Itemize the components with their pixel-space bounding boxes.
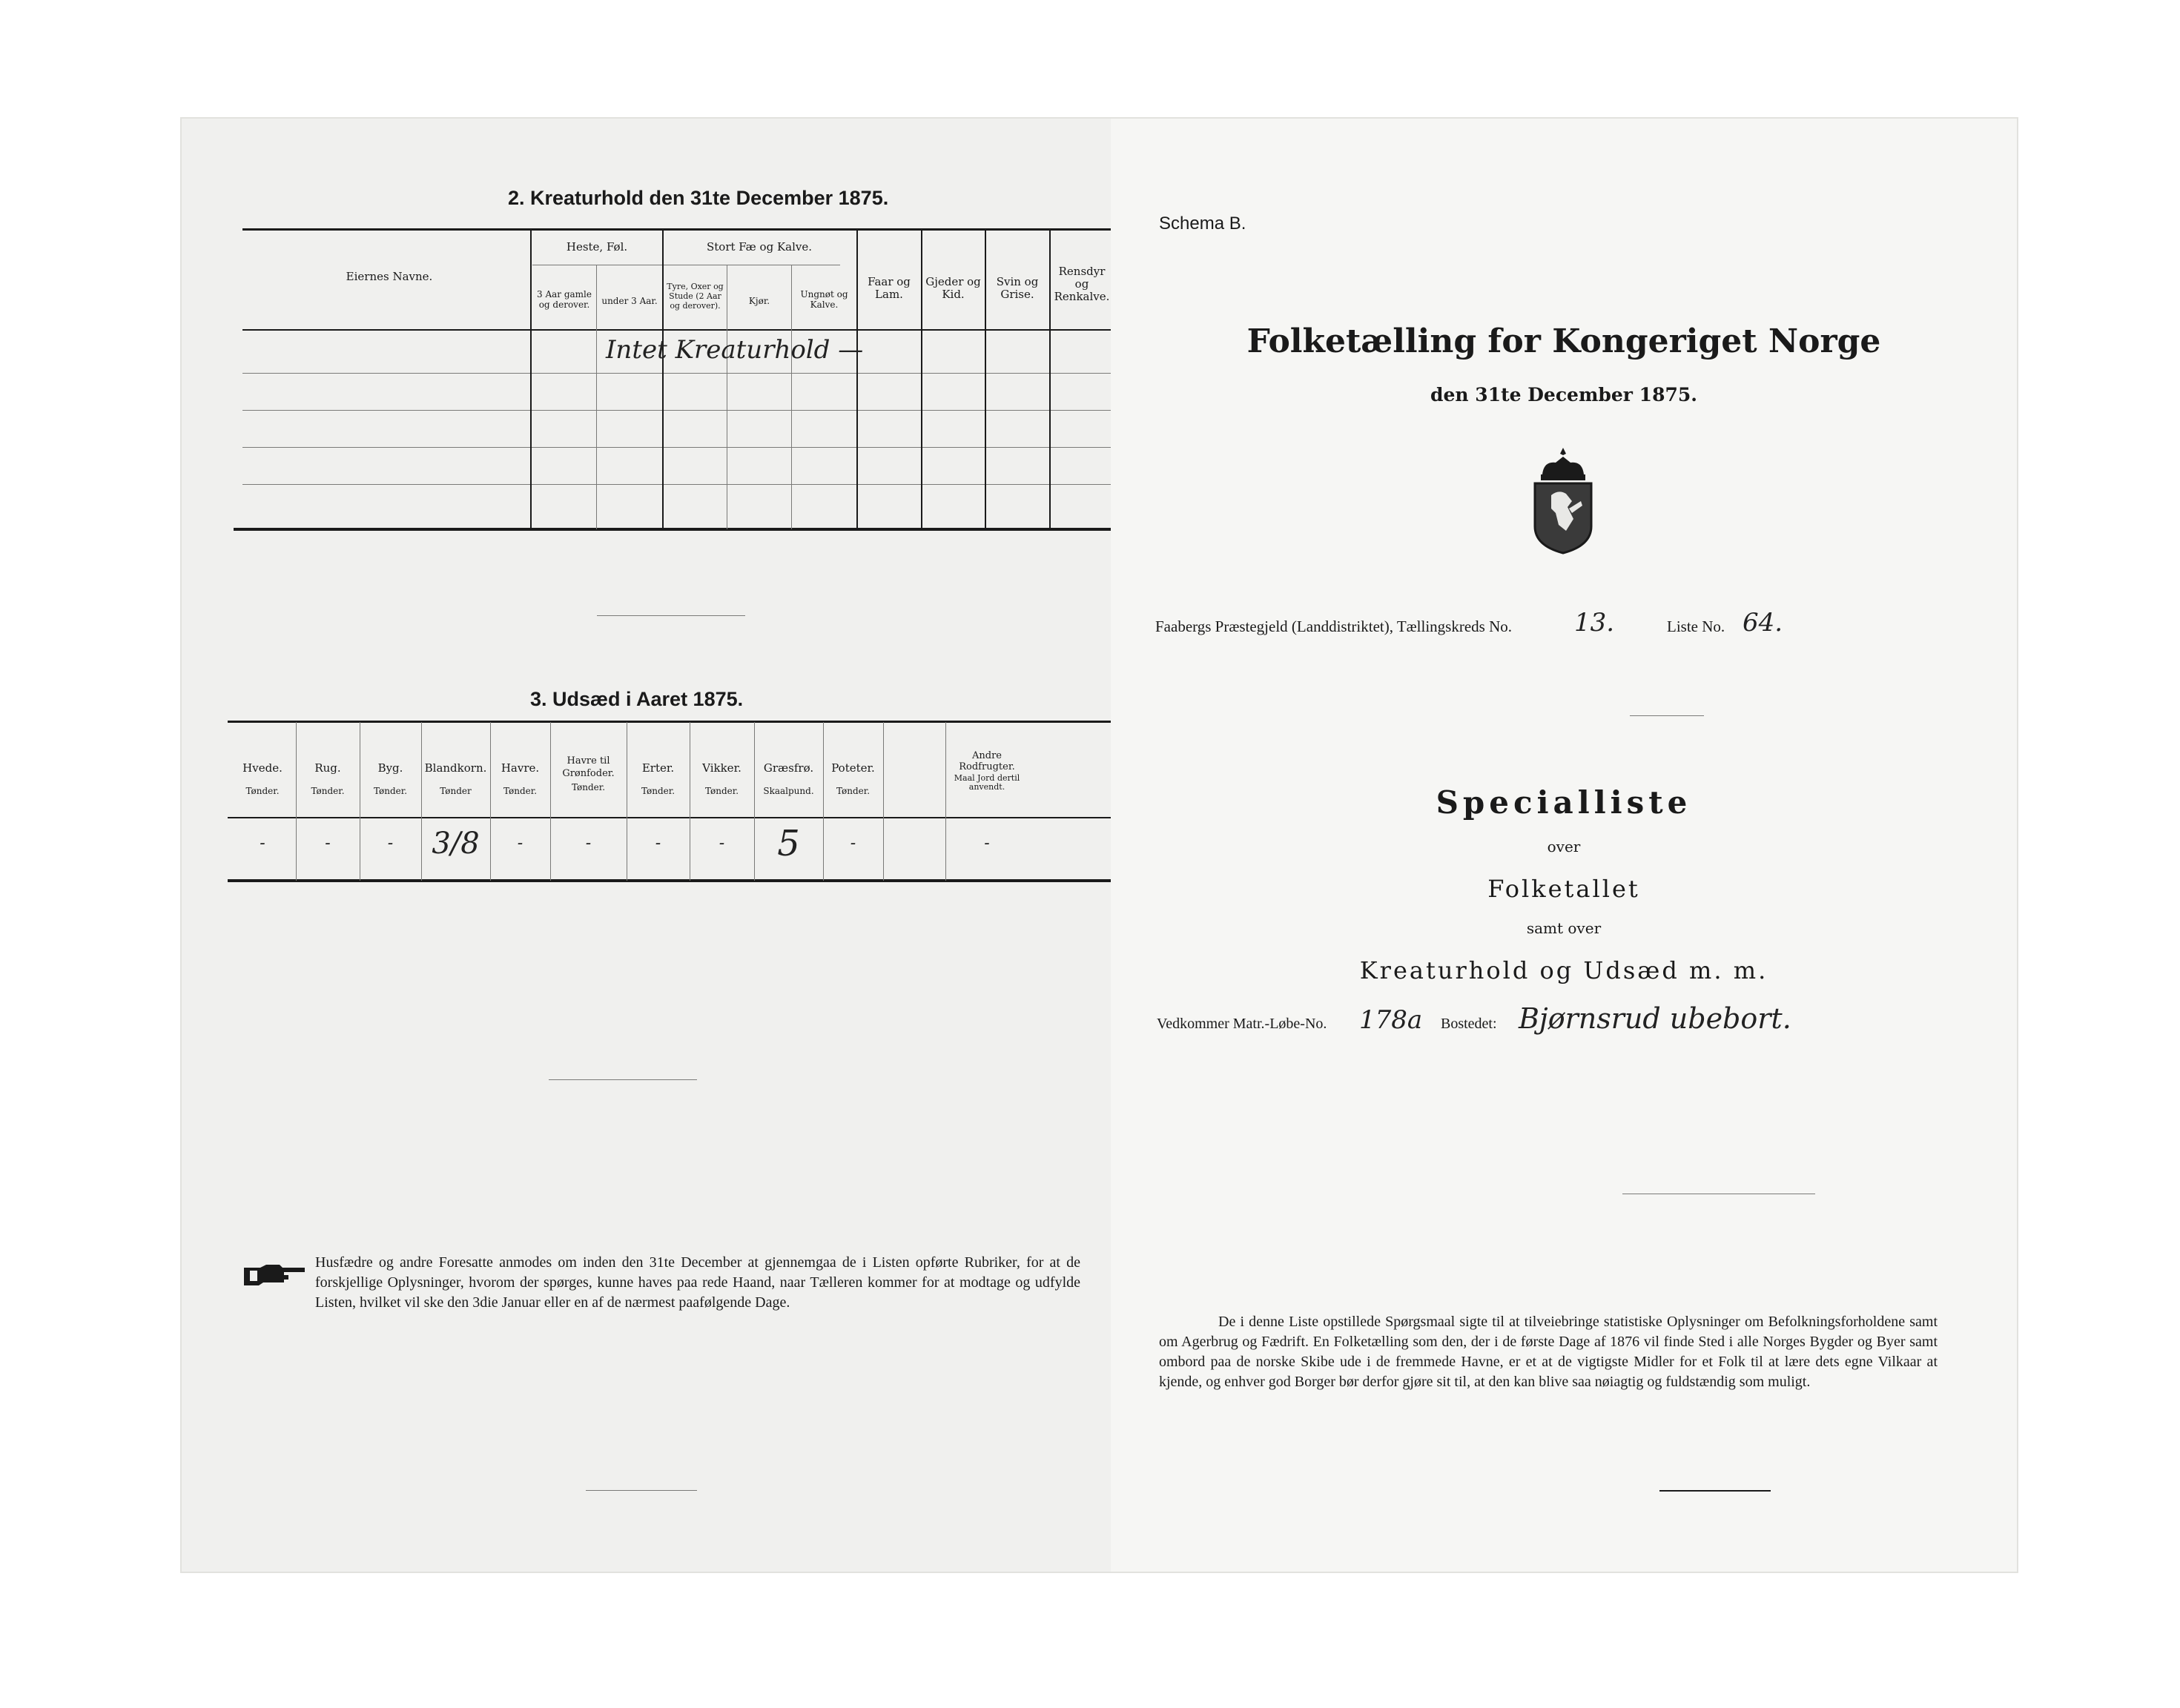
sheep-header: Faar og Lam.: [868, 275, 911, 301]
schema-label: Schema B.: [1159, 214, 1246, 234]
sowing-value-rye: -: [325, 834, 331, 853]
sowing-header-vetch: Vikker. Tønder.: [702, 761, 741, 796]
sowing-col-divider: [945, 722, 946, 881]
reindeer-header: Rensdyr og Renkalve.: [1054, 265, 1110, 303]
sowing-value-green-oats: -: [585, 834, 592, 853]
sowing-col-divider: [490, 722, 491, 881]
cattle-young-header: Ungnøt og Kalve.: [800, 289, 848, 310]
kreaturhold-heading: Kreaturhold og Udsæd m. m.: [1359, 956, 1768, 984]
left-page: [182, 119, 1111, 1572]
livestock-table-bottom-rule: [234, 528, 1114, 531]
section-divider: [597, 615, 745, 616]
specialliste-heading: Specialliste: [1436, 784, 1692, 821]
sowing-value-barley: -: [387, 834, 394, 853]
coat-of-arms-icon: [1526, 445, 1600, 556]
sowing-col-divider: [550, 722, 551, 881]
sowing-col-divider: [296, 722, 297, 881]
section-divider: [549, 1079, 697, 1080]
livestock-header-rule: [242, 329, 1114, 331]
sowing-header-barley: Byg. Tønder.: [373, 761, 408, 796]
cattle-cows-header: Kjør.: [748, 296, 770, 306]
district-number: 13.: [1574, 608, 1615, 638]
sowing-header-rule: [228, 817, 1114, 818]
livestock-title: 2. Kreaturhold den 31te December 1875.: [508, 187, 889, 209]
livestock-row-rule: [242, 484, 1114, 485]
sowing-header-root-crops: Andre Rodfrugter. Maal Jord dertil anvendt.: [954, 750, 1020, 792]
horses-header: Heste, Føl.: [566, 240, 628, 254]
sowing-table-bottom-rule: [228, 879, 1114, 882]
sowing-value-peas: -: [655, 834, 661, 853]
livestock-row-rule: [242, 410, 1114, 411]
livestock-row-rule: [242, 447, 1114, 448]
matr-number: 178a: [1359, 1005, 1423, 1035]
sowing-header-mixed: Blandkorn. Tønder: [424, 761, 487, 796]
horses-young-header: under 3 Aar.: [601, 296, 658, 306]
sowing-header-peas: Erter. Tønder.: [641, 761, 676, 796]
sowing-value-grass-seed: 5: [777, 823, 800, 864]
sowing-value-root-crops: -: [984, 834, 990, 853]
cattle-bulls-header: Tyre, Oxer og Stude (2 Aar og derover).: [667, 282, 724, 311]
sowing-value-potatoes: -: [850, 834, 856, 853]
sowing-header-potatoes: Poteter. Tønder.: [831, 761, 875, 796]
livestock-entry: Intet Kreaturhold —: [606, 335, 864, 365]
goats-header: Gjeder og Kid.: [925, 275, 981, 301]
folketallet-heading: Folketallet: [1487, 875, 1640, 903]
sowing-title: 3. Udsæd i Aaret 1875.: [530, 688, 744, 710]
owner-header: Eiernes Navne.: [346, 270, 433, 283]
livestock-col-divider: [921, 230, 922, 529]
livestock-col-divider: [791, 265, 792, 529]
right-page: [1111, 119, 2017, 1572]
matr-label: Vedkommer Matr.-Løbe-No.: [1157, 1016, 1327, 1032]
district-label: Faabergs Præstegjeld (Landdistriktet), Tællingskreds No.: [1155, 618, 1513, 635]
cattle-header: Stort Fæ og Kalve.: [706, 240, 813, 254]
livestock-table-top-rule: [242, 228, 1114, 231]
livestock-col-divider: [662, 230, 664, 529]
sowing-header-wheat: Hvede. Tønder.: [242, 761, 283, 796]
livestock-col-divider: [530, 230, 532, 529]
pointing-hand-icon: [241, 1260, 308, 1290]
livestock-col-divider: [596, 265, 597, 529]
livestock-col-divider: [856, 230, 858, 529]
sowing-value-mixed: 3/8: [432, 827, 480, 861]
main-title: Folketælling for Kongeriget Norge: [1246, 322, 1881, 360]
bosted-label: Bostedet:: [1441, 1016, 1497, 1032]
samt-over-label: samt over: [1526, 919, 1602, 937]
census-explanation-paragraph: De i denne Liste opstillede Spørgsmaal sigte til at tilveiebringe statistiske Oplysninger om Befolkningsforholdene samt om Agerbrug og Fædrift. En Folketælling som den, der i de første Dage af 1876 vil finde Sted i alle Norges Bygder og Byer samt ombord paa de norske Skibe ude i de fremmede Havne, er et at de vigtigste Midler for et Folk til at lære dets egne Vilkaar at kjende, og enhver god Borger bør derfor gjøre sit til, at den kan blive saa nøiagtig og fuldstændig som muligt.: [1159, 1314, 1938, 1390]
livestock-row-rule: [242, 373, 1114, 374]
census-date: den 31te December 1875.: [1430, 384, 1697, 406]
list-label: Liste No.: [1667, 618, 1725, 635]
sowing-header-rye: Rug. Tønder.: [311, 761, 345, 796]
sowing-value-vetch: -: [719, 834, 725, 853]
sowing-col-divider: [823, 722, 824, 881]
list-number: 64.: [1743, 608, 1783, 638]
sowing-table-top-rule: [228, 721, 1114, 723]
sowing-header-oats: Havre. Tønder.: [501, 761, 540, 796]
sowing-col-divider: [883, 722, 884, 881]
sowing-value-wheat: -: [260, 834, 265, 853]
section-divider: [1659, 1490, 1771, 1492]
section-divider: [586, 1490, 697, 1491]
bosted-value: Bjørnsrud ubebort.: [1519, 1002, 1791, 1035]
sowing-header-green-oats: Havre til Grønfoder. Tønder.: [562, 755, 615, 792]
livestock-col-divider: [985, 230, 986, 529]
sowing-header-grass-seed: Græsfrø. Skaalpund.: [763, 761, 814, 796]
sowing-value-oats: -: [517, 834, 523, 853]
horses-old-header: 3 Aar gamle og derover.: [537, 289, 592, 310]
scanned-document: [182, 119, 2017, 1572]
pigs-header: Svin og Grise.: [996, 275, 1039, 301]
over-label: over: [1547, 838, 1581, 855]
section-divider: [1630, 715, 1704, 716]
notice-paragraph: Husfædre og andre Foresatte anmodes om inden den 31te December at gjennemgaa de i Listen opførte Rubriker, for at de forskjellige Oplysninger, hvorom der spørges, kunne haves paa rede Haand, naar Tælleren kommer for at modtage og udfylde Listen, hvilket vil ske den 3die Januar eller en af de nærmest paafølgende Dage.: [315, 1254, 1080, 1311]
